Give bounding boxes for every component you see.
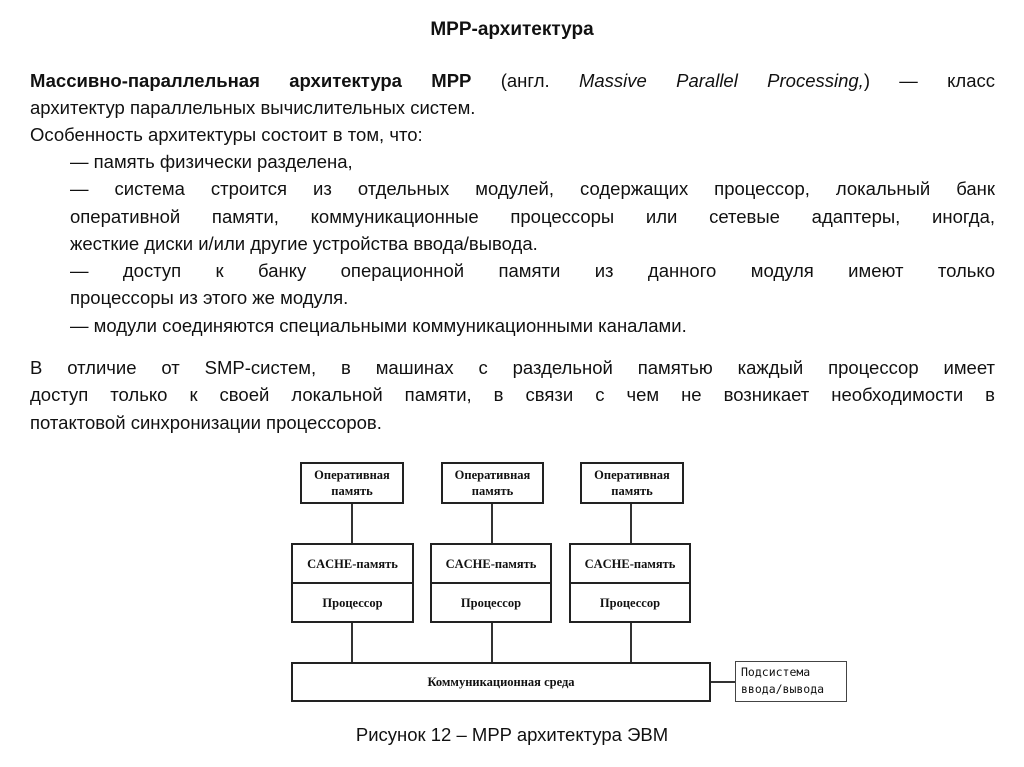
paragraph2-line-3: потактовой синхронизации процессоров. xyxy=(30,412,382,433)
intro-line-1: Массивно-параллельная архитектура MPP (англ. Massive Parallel Processing,) — класс xyxy=(30,70,995,91)
feature-2-line-2: оперативной памяти, коммуникационные процессоры или сетевые адаптеры, иногда, xyxy=(70,206,995,227)
cpu-box-2: Процессор xyxy=(430,582,552,623)
cache-box-3: CACHE-память xyxy=(569,543,691,584)
intro-line-3: Особенность архитектуры состоит в том, что: xyxy=(30,124,423,145)
paragraph2-line-2: доступ только к своей локальной памяти, в связи с чем не возникает необходимости в xyxy=(30,384,995,405)
cpu-box-3: Процессор xyxy=(569,582,691,623)
io-subsystem-box xyxy=(735,661,847,702)
feature-4: — модули соединяются специальными коммуникационными каналами. xyxy=(70,315,687,336)
io-label-line-1: Подсистема xyxy=(741,665,811,679)
cpu-box-1: Процессор xyxy=(291,582,414,623)
cache-box-1: CACHE-память xyxy=(291,543,414,584)
ram-box-3: Оперативная память xyxy=(580,462,684,504)
cache-box-2: CACHE-память xyxy=(430,543,552,584)
feature-1: — память физически разделена, xyxy=(70,151,353,172)
ram-box-2: Оперативная память xyxy=(441,462,544,504)
communication-bus-box: Коммуникационная среда xyxy=(291,662,711,702)
term-english: Massive Parallel Processing, xyxy=(578,70,864,91)
term-bold: Массивно-параллельная архитектура MPP xyxy=(30,70,472,91)
feature-3-line-1: — доступ к банку операционной памяти из данного модуля имеют только xyxy=(70,260,995,281)
ram-box-1: Оперативная память xyxy=(300,462,404,504)
io-label-line-2: ввода/вывода xyxy=(741,682,825,696)
feature-2-line-3: жесткие диски и/или другие устройства ввода/вывода. xyxy=(70,233,538,254)
figure-caption: Рисунок 12 – MPP архитектура ЭВМ xyxy=(355,724,669,745)
feature-3-line-2: процессоры из этого же модуля. xyxy=(70,287,349,308)
page-title: MPP-архитектура xyxy=(430,19,594,40)
paragraph2-line-1: В отличие от SMP-систем, в машинах с раздельной памятью каждый процессор имеет xyxy=(30,357,995,378)
intro-line-2: архитектур параллельных вычислительных систем. xyxy=(30,97,476,118)
feature-2-line-1: — система строится из отдельных модулей, содержащих процессор, локальный банк xyxy=(70,178,995,199)
